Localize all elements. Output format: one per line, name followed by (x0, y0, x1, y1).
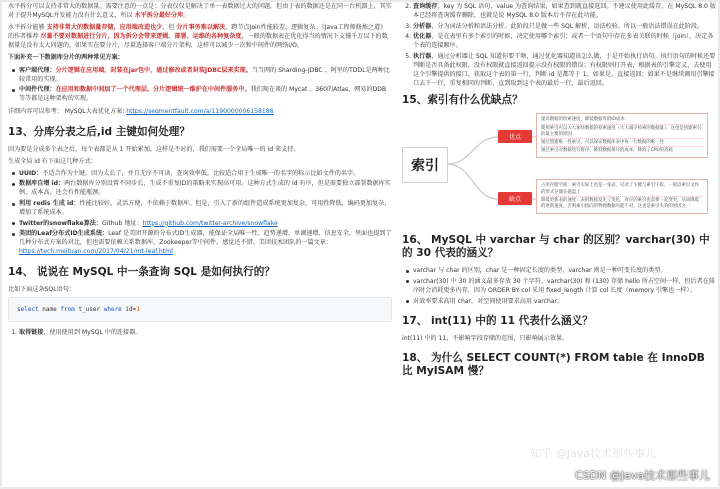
left-column (8, 2, 392, 487)
sharding-list (8, 66, 392, 104)
varchar-char-list (402, 266, 716, 305)
paragraph-17: int(11) 中的 11，不影响字段存储的范围，只影响展示效果。 (402, 334, 569, 342)
heading-14: 14、 说说在 MySQL 中一条查询 SQL 是如何执行的？ (8, 265, 275, 278)
execution-steps-start (8, 328, 392, 337)
paragraph-13-2: 生成全局 id 有下面这几种方式： (8, 157, 97, 165)
heading-15: 15、索引有什么优缺点？ (402, 94, 523, 107)
mindmap-pros-box (536, 113, 708, 158)
list-item: 美团的Leaf分布式ID生成系统：Leaf 是美团开源的分布式ID生成器，能保证全局唯一性、趋势递增、单调递增、信息安全，里面也提到了几种分布式方案的对比，但也需要依赖关系数据库、Zookeeper等中间件。感觉还不错。美团技术团队的一篇文章：https://tech.meituan.com/2017/04/21/mt-leaf.html (19, 230, 392, 256)
mindmap-cons-item: 占用存储空间：索引实际上也是一张表，记录了主键与索引字段，一般以索引文件的形式存储在磁盘上 (541, 183, 703, 196)
list-item: 对效率要求高用 char，对空间使用要求高用 varchar。 (413, 297, 716, 306)
detail-reference: 详细内容可以参考： MySQL大表优化方案: https://segmentfault.com/a/1190000006158186 (8, 108, 274, 116)
intro-paragraph-1: 水平拆分可以支持非常大的数据量。需要注意的一点是：分表仅仅是解决了单一表数据过大的问题，但由于表的数据还是在同一台机器上，其实对于提升MySQL并发能力没有什么意义，所以 水平拆分最好分库。 (8, 3, 392, 20)
mindmap-pros-item: 提高数据的检索速度，降低数据库的IO成本 (541, 117, 703, 124)
csdn-watermark: CSDN @Java技术那些事儿 (574, 469, 710, 482)
execution-steps-continued (402, 2, 716, 88)
document-page (2, 2, 718, 487)
list-item: 5. 执行器，通过分析器让 SQL 知道你要干啥，通过优化器知道该怎么做，于是开始执行语句。执行语句的时候还要判断是否具备此权限，没有权限就直接返回提示没有权限的错误；有权限则打开表，根据表的引擎定义，去使用这个引擎提供的接口，获取这个表的第一行，判断 id 是都等于 1。如果是，直接返回；如果不是继续调用引擎接口去下一行，重复相同的判断，直到取到这个表的最后一行，最后返回。 (413, 52, 716, 88)
heading-13: 13、分库分表之后,id 主键如何处理？ (8, 125, 190, 138)
snowflake-link[interactable]: https://github.com/twitter-archive/snowflake (142, 219, 278, 227)
list-item: varchar 与 char 的区别，char 是一种固定长度的类型，varchar 则是一种可变长度的类型。 (413, 266, 716, 275)
list-item: UUID：不适合作为主键，因为太长了，并且无序不可读，查询效率低。比较适合用于生成唯一的名字的标示比如文件的名字。 (19, 169, 392, 178)
list-item: Twitter的snowflake算法：Github 地址：https://github.com/twitter-archive/snowflake (19, 219, 392, 228)
list-item: 利用 redis 生成 id：性能比较好，灵活方便，不依赖于数据库。但是，引入了新的组件造成系统更加复杂，可用性降低，编码更加复杂，增加了系统成本。 (19, 200, 391, 217)
list-item: 4. 优化器，是在表里有多个索引的时候，决定使用哪个索引；或者一个语句中存在多表关联的时候（join），决定各个表的连接顺序。 (413, 32, 716, 50)
paragraph-14: 比如下面这条SQL语句： (8, 285, 75, 293)
leaf-article-link[interactable]: https://tech.meituan.com/2017/04/21/mt-leaf.html (19, 248, 173, 256)
sql-code-block: select name from t_user where id=1 (8, 297, 392, 322)
paragraph-13-1: 因为要是分成多个表之后，每个表都是从 1 开始累加，这样是不对的，我们需要一个全局唯一的 id 来支持。 (8, 145, 300, 153)
mindmap-root-node: 索引 (402, 147, 448, 183)
list-item: 客户端代理：分片逻辑在应用端，封装在jar包中，通过修改或者封装JDBC层来实现。当当网的 Sharding-JDBC 、阿里的TDDL是两种比较常用的实现。 (19, 66, 392, 84)
mindmap-pros-node: 优点 (498, 130, 532, 143)
zhihu-watermark: 知乎 @Java技术那些事儿 (530, 447, 656, 460)
intro-paragraph-3: 下面补充一下数据库分片的两种常见方案： (8, 54, 124, 62)
heading-17: 17、 int(11) 中的 11 代表什么涵义？ (402, 314, 593, 327)
mindmap-pros-item: 使用索引可以大大加快数据的检索速度（大大减少检索的数据量），这也是创建索引的最主要的原因 (541, 126, 703, 139)
mindmap-cons-box (536, 179, 708, 214)
list-item: 数据库自增 id：两台数据库分别设置不同步长，生成不重复ID的策略来实现高可用。这种方式生成的 id 有序，但是需要独立部署数据库实例，成本高，还会有性能瓶颈。 (19, 180, 391, 197)
right-column (402, 2, 716, 487)
list-item: 2. 查询缓存，key 为 SQL 语句，value 为查询结果，如果查到就直接返回。不建议使用此缓存，在 MySQL 8.0 版本已经将查询缓存删除，也就是说 MySQL 8.0 版本后不存在此功能。 (413, 2, 716, 20)
heading-18: 18、 为什么 SELECT COUNT(*) FROM table 在 InnoDB 比 MyISAM 慢？ (402, 351, 705, 377)
list-item: 1. 取得链接，使用使用到 MySQL 中的连接器。 (19, 328, 392, 337)
mindmap-pros-item: 通过创建唯一性索引，可以保证数据库表中每一行数据的唯一性 (541, 140, 703, 147)
mindmap-cons-node: 缺点 (498, 192, 532, 205)
id-generation-list (8, 169, 392, 257)
mindmap-pros-item: 通过索引对数据进行排序，降低数据排序的成本，降低了CPU的消耗 (541, 148, 673, 154)
list-item: 3. 分析器，分为词法分析和语法分析。此阶段只是做一些 SQL 解析，语法校验。所以一般语法错误在此阶段。 (413, 22, 716, 31)
mindmap-cons-item: 降低更新表的速度：表的数据发生了变化，对应的索引也需要一起变更，从而降低的更新速度。否则索引指向的物理数据可能不对，这也是索引失效的原因之一 (541, 197, 700, 209)
list-item: varchar(30) 中 30 的涵义最多存放 30 个字符。varchar(30) 和 (130) 存储 hello 所占空间一样，但后者在排序时会消耗更多内存，因为 ORDER BY col 采用 fixed_length 计算 col 长度（memory 引擎也一样）。 (413, 277, 715, 295)
heading-16: 16、 MySQL 中 varchar 与 char 的区别？varchar(30) 中的 30 代表的涵义？ (402, 234, 710, 260)
reference-link[interactable]: https://segmentfault.com/a/1190000006158186 (126, 108, 274, 116)
index-pros-cons-mindmap (402, 113, 710, 225)
intro-paragraph-2: 水平拆分能够 支持非常大的数据量存储，应用端改造也少，但 分片事务难以解决，跨节点Join性能较差，逻辑复杂。《Java工程师修炼之道》的作者推荐 尽量不要对数据进行分片，因为拆分会带来逻辑、部署、运维的各种复杂度，一般的数据表在优化得当的情况下支撑千万以下的数据量是没有太大问题的。如果实在要分片，尽量选择客户端分片架构，这样可以减少一次和中间件的网络I/O。 (8, 24, 388, 50)
list-item: 中间件代理：在应用和数据中间加了一个代理层。分片逻辑统一维护在中间件服务中。我们现在谈的 Mycat 、360的Atlas、网易的DDB等等都是这种架构的实现。 (19, 85, 392, 103)
